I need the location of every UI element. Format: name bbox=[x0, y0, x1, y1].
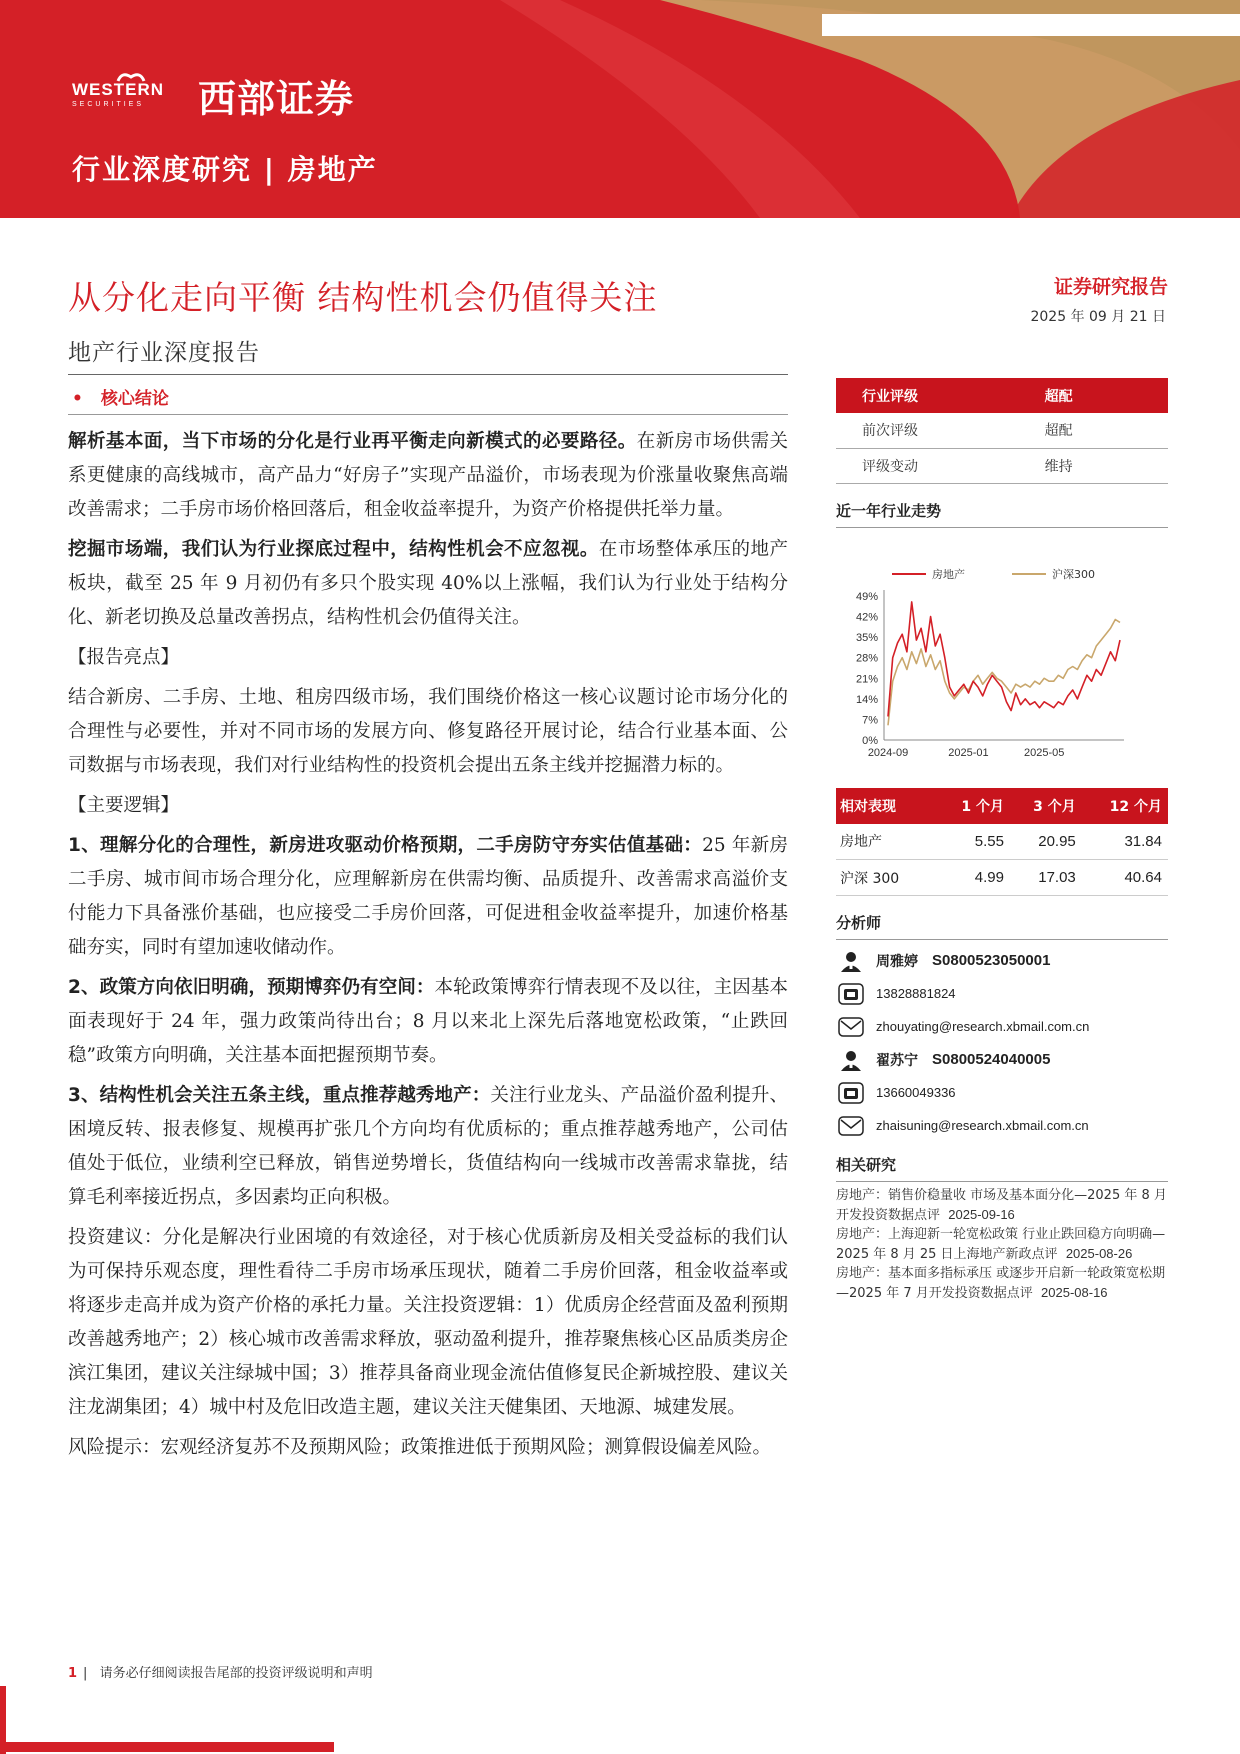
banner-top-strip bbox=[822, 14, 1240, 36]
analyst-email-row bbox=[836, 1109, 1168, 1142]
y-tick-label: 21% bbox=[855, 672, 878, 685]
paragraph-logic-2 bbox=[68, 971, 788, 1073]
phone-icon bbox=[836, 1081, 866, 1105]
x-tick-label: 2025-05 bbox=[1024, 746, 1065, 759]
y-tick-label: 42% bbox=[855, 611, 878, 624]
y-tick-label: 35% bbox=[855, 631, 878, 644]
rating-value: 超配 bbox=[1019, 378, 1168, 413]
para-body: 本轮政策博弈行情表现不及以往，主因基本面表现好于 24 年，强力政策尚待出台；8 月以来北上深先后落地宽松政策，“止跌回稳”政策方向明确，关注基本面把握预期节奏。 bbox=[68, 977, 788, 1066]
bullet-icon: • bbox=[72, 389, 83, 409]
company-logo bbox=[72, 70, 354, 120]
rating-value: 维持 bbox=[1019, 448, 1168, 483]
logo-cn: 西部证券 bbox=[198, 76, 355, 121]
analyst-phone: 13660049336 bbox=[876, 1085, 956, 1100]
rating-row bbox=[836, 448, 1168, 483]
y-tick-label: 0% bbox=[862, 734, 878, 747]
sidebar bbox=[836, 378, 1168, 1303]
para-lead: 挖掘市场端，我们认为行业探底过程中，结构性机会不应忽视。 bbox=[68, 539, 599, 560]
phone-icon bbox=[836, 982, 866, 1006]
logo-en-text: WESTERN bbox=[72, 80, 164, 99]
paragraph-risk: 风险提示：宏观经济复苏不及预期风险；政策推进低于预期风险；测算假设偏差风险。 bbox=[68, 1437, 772, 1458]
trend-chart bbox=[836, 536, 1168, 766]
para-lead: 3、结构性机会关注五条主线，重点推荐越秀地产： bbox=[68, 1085, 491, 1106]
analyst-cert: S0800523050001 bbox=[932, 952, 1051, 969]
footer-separator: | bbox=[83, 1666, 88, 1681]
highlights-label: 【报告亮点】 bbox=[68, 647, 180, 668]
y-tick-label: 7% bbox=[862, 713, 878, 726]
y-tick-label: 28% bbox=[855, 652, 878, 665]
analyst-name: 翟苏宁 bbox=[876, 1052, 918, 1069]
person-icon bbox=[836, 949, 866, 973]
person-icon bbox=[836, 1048, 866, 1072]
perf-cell: 40.64 bbox=[1082, 860, 1168, 896]
report-subtitle: 地产行业深度报告 bbox=[68, 340, 260, 366]
report-title: 从分化走向平衡 结构性机会仍值得关注 bbox=[68, 278, 658, 317]
related-item-title: 房地产：基本面多指标承压 或逐步开启新一轮政策宽松期—2025 年 7 月开发投资数据点评 bbox=[836, 1266, 1166, 1301]
para-lead: 1、理解分化的合理性，新房进攻驱动价格预期，二手房防守夯实估值基础： bbox=[68, 835, 703, 856]
related-item[interactable] bbox=[836, 1264, 1168, 1303]
analyst-email-row bbox=[836, 1010, 1168, 1043]
related-divider bbox=[836, 1181, 1168, 1182]
core-heading-text: 核心结论 bbox=[100, 389, 169, 409]
perf-cell: 20.95 bbox=[1010, 824, 1082, 860]
core-conclusion-heading bbox=[68, 384, 788, 412]
perf-cell: 房地产 bbox=[836, 824, 938, 860]
rating-value: 超配 bbox=[1019, 413, 1168, 448]
trend-divider bbox=[836, 527, 1168, 528]
x-tick-label: 2024-09 bbox=[867, 746, 909, 759]
analysts-divider bbox=[836, 939, 1168, 940]
page-footer bbox=[68, 1662, 373, 1681]
related-item-title: 房地产：销售价稳量收 市场及基本面分化—2025 年 8 月开发投资数据点评 bbox=[836, 1188, 1167, 1223]
analyst-name-row bbox=[836, 944, 1168, 977]
para-lead: 解析基本面，当下市场的分化是行业再平衡走向新模式的必要路径。 bbox=[68, 431, 637, 452]
table-row bbox=[836, 860, 1168, 896]
analyst-email[interactable]: zhouyating@research.xbmail.com.cn bbox=[876, 1019, 1090, 1034]
banner-title: 行业深度研究 | 房地产 bbox=[72, 153, 378, 186]
analyst-phone-row bbox=[836, 977, 1168, 1010]
para-lead: 2、政策方向依旧明确，预期博弈仍有空间： bbox=[68, 977, 435, 998]
perf-header: 1 个月 bbox=[938, 788, 1010, 824]
paragraph-fundamentals bbox=[68, 425, 788, 527]
related-item[interactable] bbox=[836, 1186, 1168, 1225]
paragraph-advice: 投资建议：分化是解决行业困境的有效途径，对于核心优质新房及相关受益标的我们认为可保持乐观态度，理性看待二手房市场承压现状，随着二手房价回落，租金收益率或将逐步走高并成为资产价格的承托力量。关注投资逻辑：1）优质房企经营面及盈利预期改善越秀地产；2）核心城市改善需求释放，驱动盈利提升，推荐聚焦核心区品质类房企滨江集团，建议关注绿城中国；3）推荐具备商业现金流估值修复民企新城控股、建议关注龙湖集团；4）城中村及危旧改造主题，建议关注天健集团、天地源、城建发展。 bbox=[68, 1227, 788, 1418]
related-item[interactable] bbox=[836, 1225, 1168, 1264]
perf-cell: 5.55 bbox=[938, 824, 1010, 860]
mail-icon bbox=[836, 1114, 866, 1138]
footer-bar-horizontal bbox=[0, 1742, 334, 1752]
perf-cell: 4.99 bbox=[938, 860, 1010, 896]
table-row bbox=[836, 824, 1168, 860]
performance-table bbox=[836, 788, 1168, 897]
performance-header-row bbox=[836, 788, 1168, 824]
report-date: 2025 年 09 月 21 日 bbox=[1030, 309, 1166, 325]
paragraph-logic-3 bbox=[68, 1079, 788, 1215]
main-content bbox=[68, 384, 788, 1471]
rating-key: 行业评级 bbox=[836, 378, 1019, 413]
perf-header: 3 个月 bbox=[1010, 788, 1082, 824]
para-body: 25 年新房二手房、城市间市场合理分化，应理解新房在供需均衡、品质提升、改善需求高溢价支付能力下具备涨价基础，也应接受二手房价回落，可促进租金收益率提升，加速价格基础夯实，同时有望加速收储动作。 bbox=[68, 835, 788, 958]
logic-label: 【主要逻辑】 bbox=[68, 795, 180, 816]
series-line bbox=[888, 601, 1120, 716]
rating-row bbox=[836, 413, 1168, 448]
para-body: 关注行业龙头、产品溢价盈利提升、困境反转、报表修复、规模再扩张几个方向均有优质标的；重点推荐越秀地产，公司估值处于低位，业绩利空已释放，销售逆势增长，货值结构向一线城市改善需求靠拢，结算毛利率接近拐点，多因素均正向积极。 bbox=[68, 1085, 788, 1208]
y-tick-label: 49% bbox=[855, 590, 878, 603]
y-tick-label: 14% bbox=[855, 693, 878, 706]
x-tick-label: 2025-01 bbox=[948, 746, 989, 759]
analyst-phone: 13828881824 bbox=[876, 986, 956, 1001]
related-item-title: 房地产：上海迎新一轮宽松政策 行业止跌回稳方向明确—2025 年 8 月 25 日上海地产新政点评 bbox=[836, 1227, 1166, 1262]
rating-key: 评级变动 bbox=[836, 448, 1019, 483]
para-body: 在市场整体承压的地产板块，截至 25 年 9 月初仍有多只个股实现 40%以上涨幅，我们认为行业处于结构分化、新老切换及总量改善拐点，结构性机会仍值得关注。 bbox=[68, 539, 788, 628]
rating-row bbox=[836, 378, 1168, 413]
paragraph-highlights: 结合新房、二手房、土地、租房四级市场，我们围绕价格这一核心议题讨论市场分化的合理性与必要性，并对不同市场的发展方向、修复路径开展讨论，结合行业基本面、公司数据与市场表现，我们对行业结构性的投资机会提出五条主线并挖掘潜力标的。 bbox=[68, 687, 788, 776]
legend-label: 沪深300 bbox=[1052, 567, 1095, 581]
related-item-date: 2025-08-16 bbox=[1041, 1285, 1108, 1300]
para-body: 在新房市场供需关系更健康的高线城市，高产品力“好房子”实现产品溢价，市场表现为价涨量收聚焦高端改善需求；二手房市场价格回落后，租金收益率提升，为资产价格提供托举力量。 bbox=[68, 431, 788, 520]
core-divider bbox=[68, 414, 788, 415]
paragraph-market bbox=[68, 533, 788, 635]
perf-cell: 31.84 bbox=[1082, 824, 1168, 860]
mail-icon bbox=[836, 1015, 866, 1039]
logo-en-sub: SECURITIES bbox=[72, 101, 145, 108]
bull-horn-icon bbox=[116, 69, 146, 83]
perf-cell: 沪深 300 bbox=[836, 860, 938, 896]
footer-note: 请务必仔细阅读报告尾部的投资评级说明和声明 bbox=[99, 1666, 373, 1681]
analyst-email[interactable]: zhaisuning@research.xbmail.com.cn bbox=[876, 1118, 1089, 1133]
trend-chart-svg bbox=[836, 536, 1168, 766]
related-label: 相关研究 bbox=[836, 1156, 897, 1174]
analyst-name: 周雅婷 bbox=[876, 953, 918, 970]
analyst-name-row bbox=[836, 1043, 1168, 1076]
analyst-phone-row bbox=[836, 1076, 1168, 1109]
related-item-date: 2025-09-16 bbox=[948, 1207, 1015, 1222]
logo-english bbox=[72, 81, 190, 109]
header-banner bbox=[0, 0, 1240, 218]
page-number: 1 bbox=[68, 1666, 78, 1681]
paragraph-logic-1 bbox=[68, 829, 788, 965]
report-type: 证券研究报告 bbox=[1053, 276, 1168, 298]
perf-header: 相对表现 bbox=[836, 788, 938, 824]
legend-label: 房地产 bbox=[932, 567, 965, 581]
analysts-label: 分析师 bbox=[836, 914, 882, 932]
title-divider bbox=[68, 374, 788, 375]
perf-header: 12 个月 bbox=[1082, 788, 1168, 824]
perf-cell: 17.03 bbox=[1010, 860, 1082, 896]
analyst-cert: S0800524040005 bbox=[932, 1051, 1051, 1068]
related-item-date: 2025-08-26 bbox=[1065, 1246, 1133, 1261]
rating-key: 前次评级 bbox=[836, 413, 1019, 448]
trend-label: 近一年行业走势 bbox=[836, 501, 942, 520]
rating-table bbox=[836, 378, 1168, 484]
